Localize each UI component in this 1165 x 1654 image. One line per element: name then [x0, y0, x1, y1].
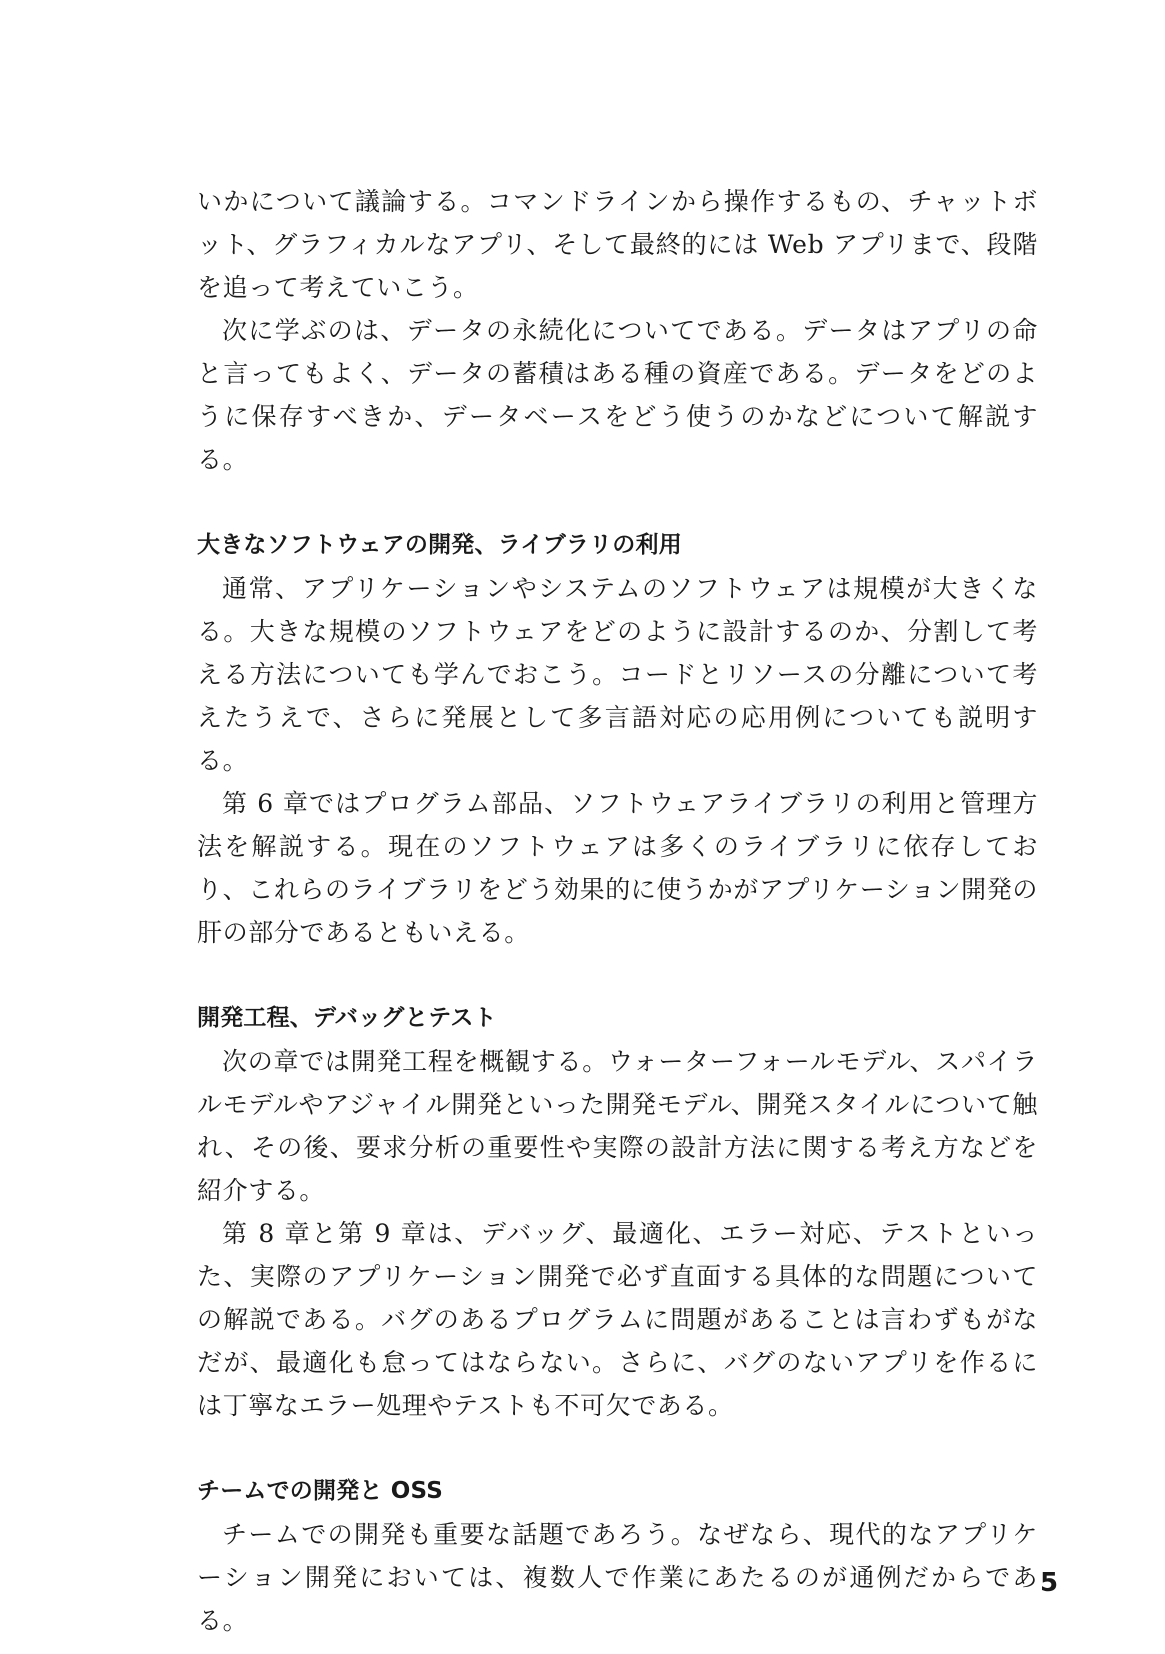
large-software-paragraph-2: 第 6 章ではプログラム部品、ソフトウェアライブラリの利用と管理方法を解説する。現在のソフトウェアは多くのライブラリに依存しており、これらのライブラリをどう効果的に使うかがアプリケーション開発の肝の部分であるともいえる。	[197, 789, 1038, 947]
team-oss-paragraph-1: チームでの開発も重要な話題であろう。なぜなら、現代的なアプリケーション開発においては、複数人で作業にあたるのが通例だからである。	[197, 1520, 1038, 1635]
intro-paragraph-1: いかについて議論する。コマンドラインから操作するもの、チャットボット、グラフィカルなアプリ、そして最終的には Web アプリまで、段階を追って考えていこう。	[197, 187, 1038, 302]
section-gap	[197, 481, 1038, 524]
large-software-paragraph-1: 通常、アプリケーションやシステムのソフトウェアは規模が大きくなる。大きな規模のソフトウェアをどのように設計するのか、分割して考える方法についても学んでおこう。コードとリソースの分離について考えたうえで、さらに発展として多言語対応の応用例についても説明する。	[197, 574, 1038, 775]
section-gap	[197, 1427, 1038, 1470]
intro-paragraph-2: 次に学ぶのは、データの永続化についてである。データはアプリの命と言ってもよく、データの蓄積はある種の資産である。データをどのように保存すべきか、データベースをどう使うのかなどについて解説する。	[197, 316, 1038, 474]
dev-process-paragraph-1: 次の章では開発工程を概観する。ウォーターフォールモデル、スパイラルモデルやアジャイル開発といった開発モデル、開発スタイルについて触れ、その後、要求分析の重要性や実際の設計方法に関する考え方などを紹介する。	[197, 1047, 1038, 1205]
page-body	[197, 180, 1038, 1642]
section-gap	[197, 954, 1038, 997]
section-heading-dev-process: 開発工程、デバッグとテスト	[197, 1005, 497, 1031]
page-number: 5	[1040, 1568, 1059, 1598]
section-heading-large-software: 大きなソフトウェアの開発、ライブラリの利用	[197, 532, 682, 558]
section-heading-team-oss: チームでの開発と OSS	[197, 1478, 444, 1504]
dev-process-paragraph-2: 第 8 章と第 9 章は、デバッグ、最適化、エラー対応、テストといった、実際のアプリケーション開発で必ず直面する具体的な問題についての解説である。バグのあるプログラムに問題があることは言わずもがなだが、最適化も怠ってはならない。さらに、バグのないアプリを作るには丁寧なエラー処理やテストも不可欠である。	[197, 1219, 1038, 1420]
